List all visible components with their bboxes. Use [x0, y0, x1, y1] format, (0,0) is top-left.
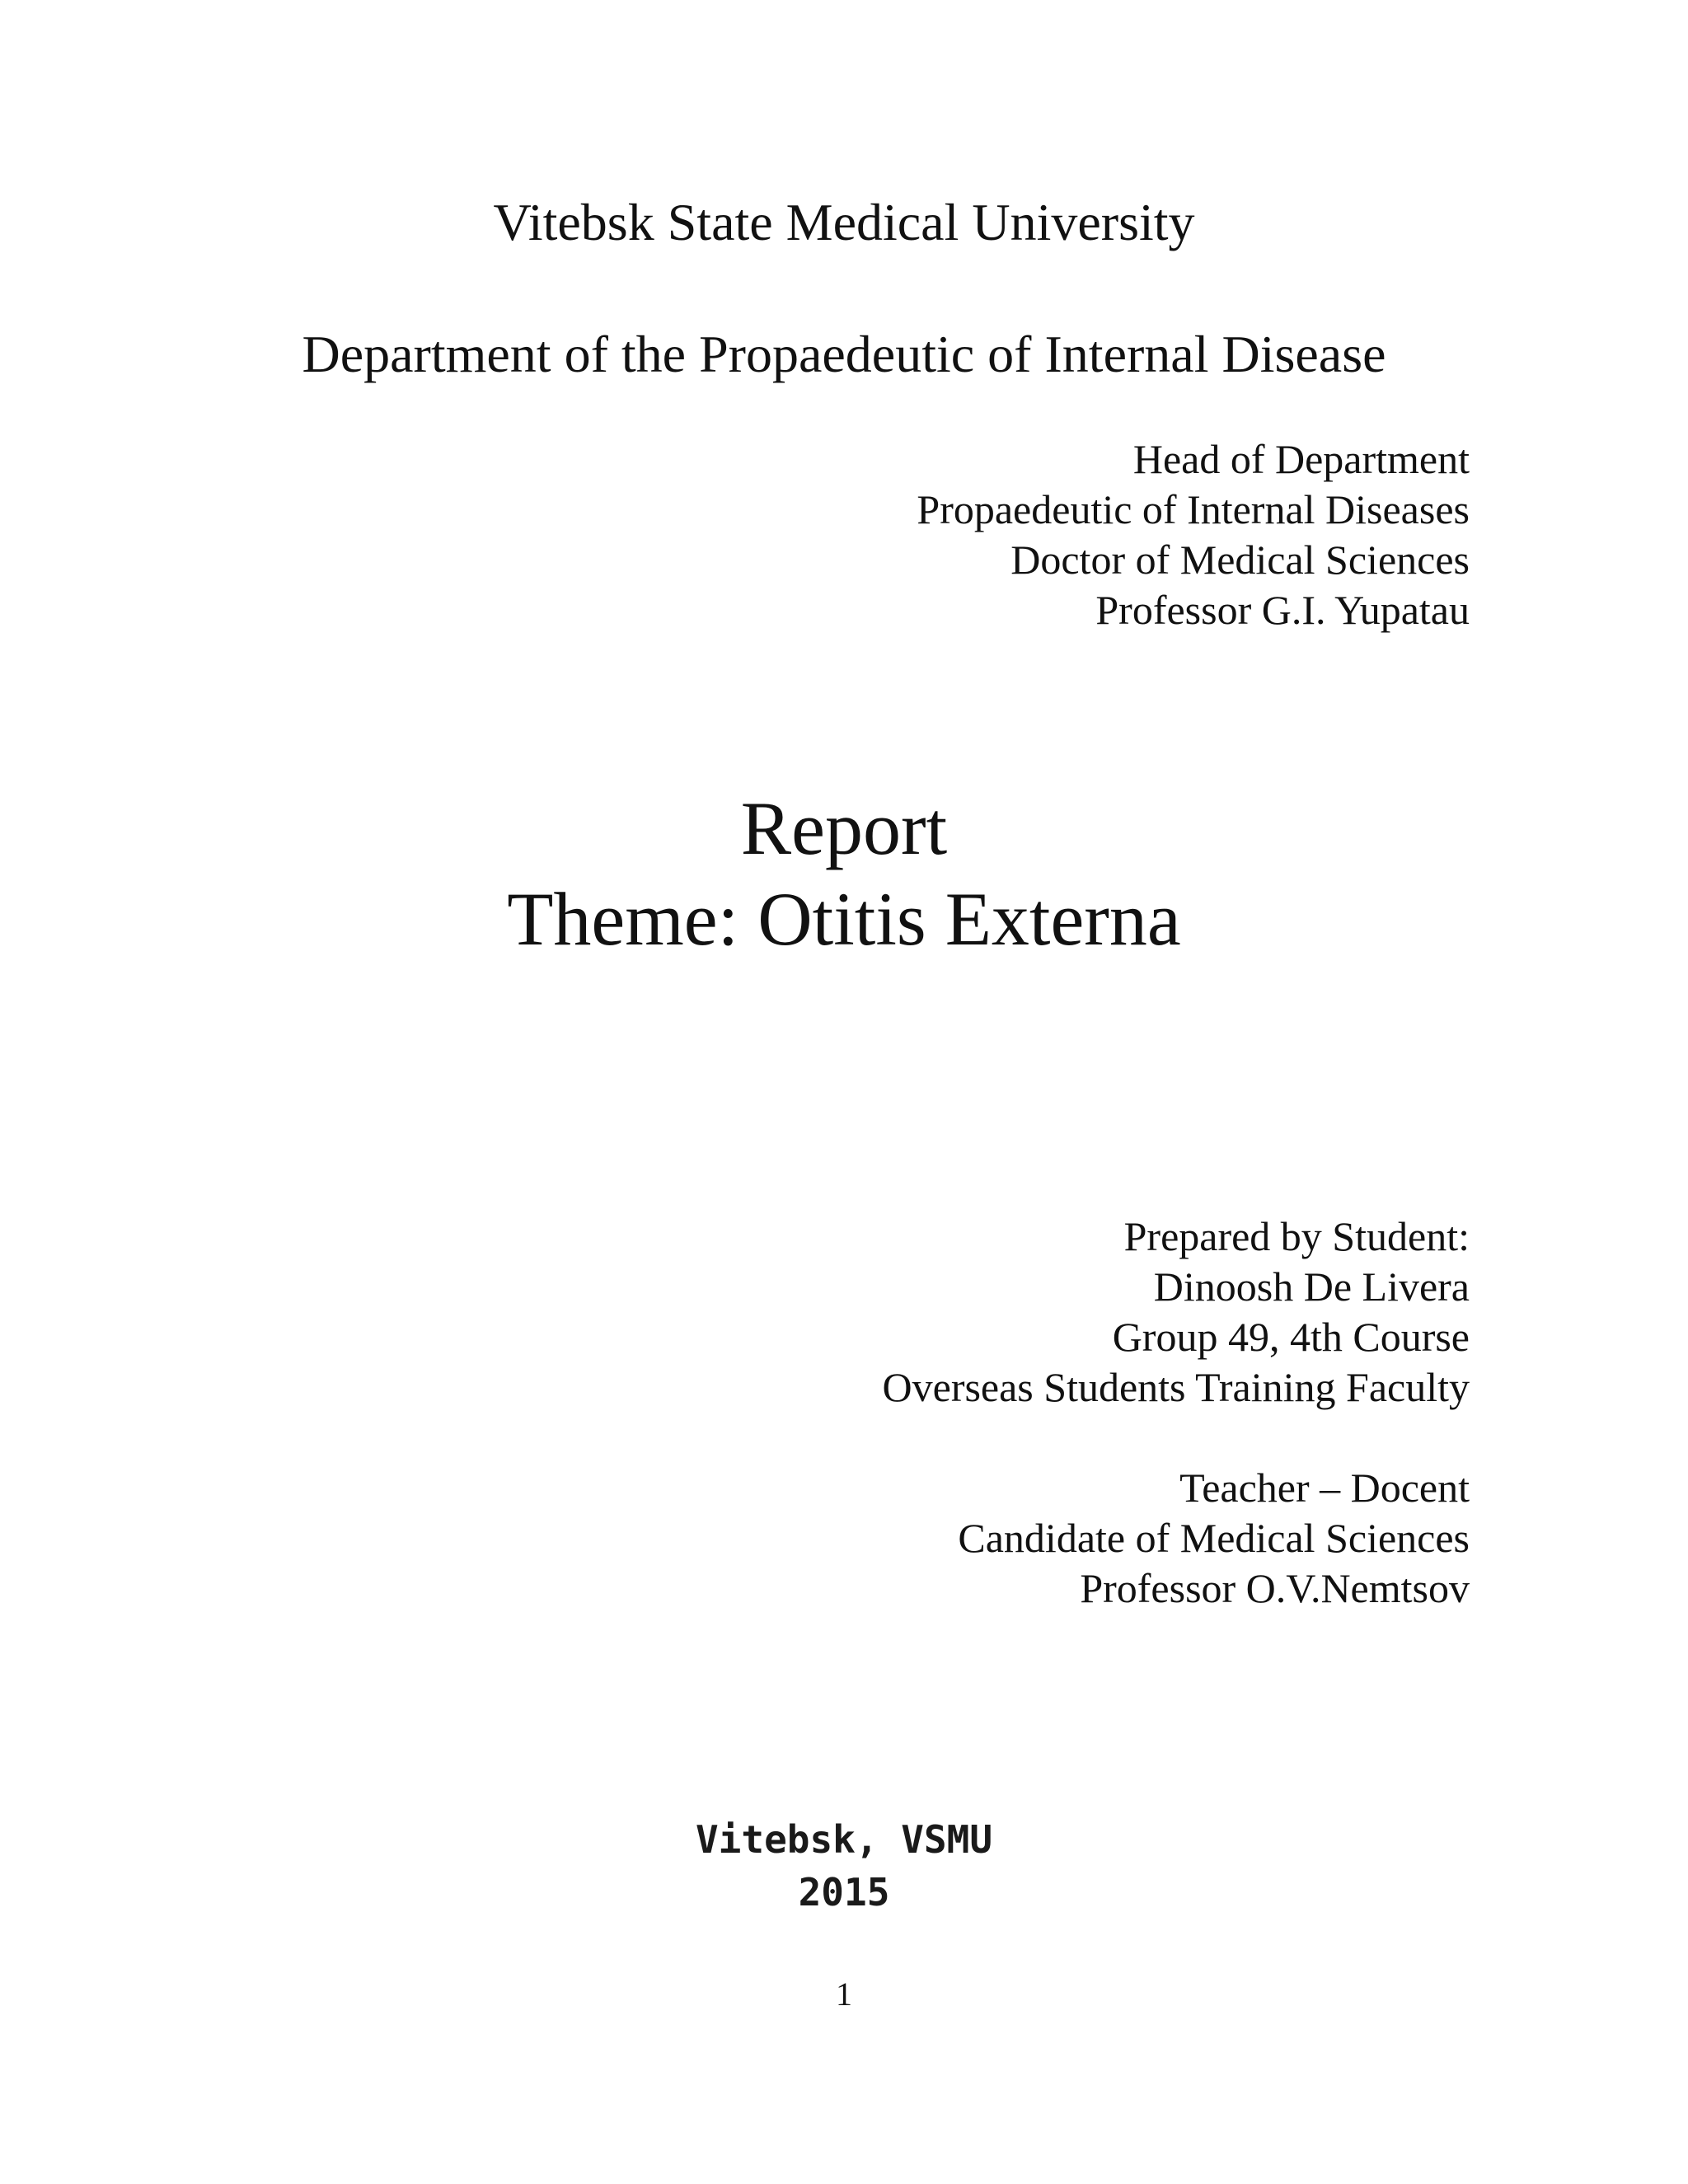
- university-name: Vitebsk State Medical University: [493, 193, 1195, 251]
- teacher-block: [958, 1463, 1470, 1614]
- teacher-title: Teacher – Docent: [1179, 1465, 1470, 1511]
- teacher-degree: Candidate of Medical Sciences: [958, 1515, 1470, 1561]
- prepared-label: Prepared by Student:: [1123, 1213, 1470, 1259]
- head-degree-line: Doctor of Medical Sciences: [1010, 537, 1470, 583]
- footer-place: Vitebsk, VSMU: [695, 1817, 993, 1862]
- prepared-by-block: [883, 1212, 1470, 1413]
- student-group: Group 49, 4th Course: [1112, 1314, 1470, 1360]
- student-faculty: Overseas Students Training Faculty: [882, 1364, 1470, 1410]
- head-of-department-block: [917, 434, 1470, 635]
- report-heading: Report: [740, 786, 948, 870]
- teacher-name: Professor O.V.Nemtsov: [1080, 1565, 1470, 1611]
- head-title-line: Head of Department: [1132, 436, 1470, 482]
- student-name: Dinoosh De Livera: [1153, 1263, 1470, 1310]
- department-name: Department of the Propaedeutic of Internal Disease: [302, 325, 1386, 383]
- footer-block: [0, 1813, 1688, 1919]
- report-title-block: [0, 783, 1688, 964]
- report-theme: Theme: Otitis Externa: [507, 877, 1181, 961]
- page-number: 1: [836, 1975, 852, 2013]
- footer-year: 2015: [798, 1870, 890, 1915]
- head-name-line: Professor G.I. Yupatau: [1095, 587, 1470, 633]
- head-department-line: Propaedeutic of Internal Diseases: [917, 486, 1470, 532]
